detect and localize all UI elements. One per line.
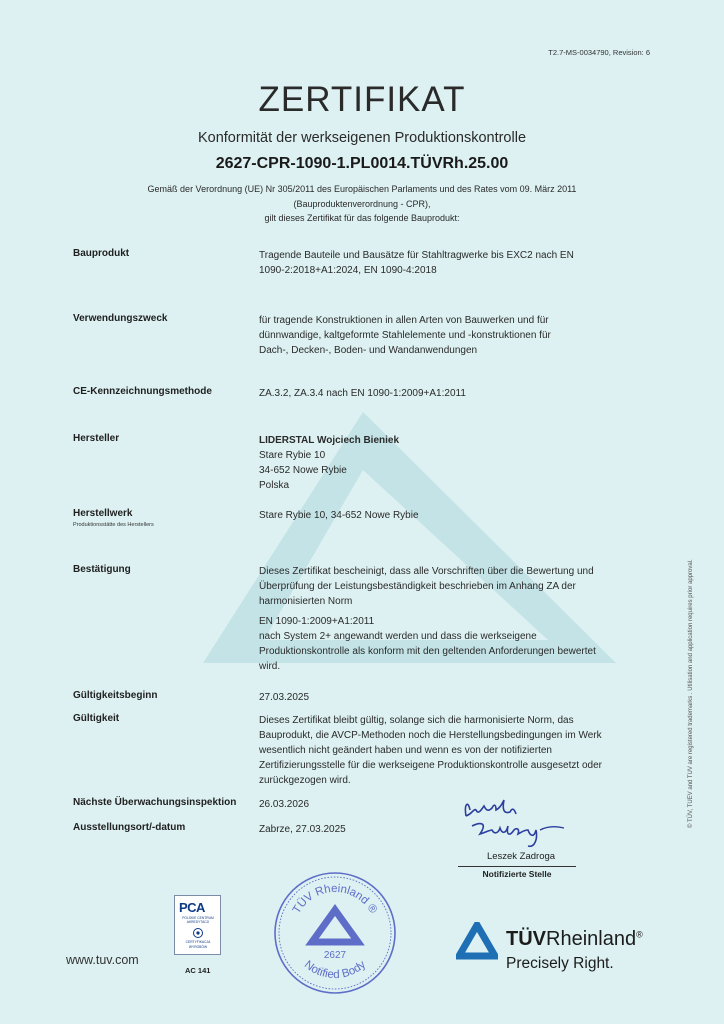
hersteller-value	[259, 433, 641, 493]
seal-top-text: TÜV Rheinland ®	[290, 882, 380, 916]
herstellwerk-value: Stare Rybie 10, 34-652 Nowe Rybie	[259, 510, 419, 521]
hersteller-label: Hersteller	[73, 433, 120, 444]
herstellwerk-label: Herstellwerk	[73, 508, 133, 519]
value-line: Zertifizierungsstelle für die werkseigene Produktionskontrolle ausgesetzt oder	[259, 760, 602, 771]
seal-bottom-text: Notified Body	[301, 958, 369, 982]
value-line: Tragende Bauteile und Bausätze für Stahltragwerke bis EXC2 nach EN	[259, 250, 574, 261]
gueltigkeit-value	[259, 713, 641, 788]
page-title: ZERTIFIKAT	[258, 80, 466, 119]
certificate-number: 2627-CPR-1090-1.PL0014.TÜVRh.25.00	[215, 155, 509, 172]
value-line: Dieses Zertifikat bescheinigt, dass alle Vorschriften über die Bewertung und	[259, 566, 594, 577]
bauprodukt-value	[259, 248, 641, 278]
brand-name-bold: TÜV	[506, 928, 546, 950]
document-reference: T2.7-MS-0034790, Revision: 6	[548, 48, 650, 57]
website-link[interactable]: www.tuv.com	[66, 953, 139, 967]
signatory-name: Leszek Zadroga	[486, 851, 556, 862]
signature-line	[458, 866, 576, 867]
intro-line: gilt dieses Zertifikat für das folgende Bauprodukt:	[264, 213, 460, 223]
brand-name	[506, 928, 643, 951]
value-line: Dieses Zertifikat bleibt gültig, solange sich die harmonisierte Norm, das	[259, 715, 574, 726]
intro-line: Gemäß der Verordnung (UE) Nr 305/2011 des Europäischen Parlaments und des Rates vom 09. März 2011	[147, 184, 577, 194]
gueltigkeitsbeginn-label: Gültigkeitsbeginn	[73, 690, 158, 701]
brand-name-regular: Rheinland	[546, 928, 637, 950]
value-line: Überprüfung der Leistungsbeständigkeit beschrieben im Anhang ZA der	[259, 581, 576, 592]
verwendungszweck-label: Verwendungszweck	[73, 313, 168, 324]
handwritten-signature	[456, 790, 576, 852]
intro-text	[0, 182, 724, 226]
manufacturer-name: LIDERSTAL Wojciech Bieniek	[259, 435, 400, 446]
ce-methode-value: ZA.3.2, ZA.3.4 nach EN 1090-1:2009+A1:2011	[259, 388, 466, 399]
value-line: Produktionskontrolle als konform mit den geltenden Anforderungen bewertet	[259, 646, 596, 657]
pca-logo-text: PCA	[179, 900, 205, 915]
value-line: Polska	[259, 480, 290, 491]
notified-body-seal	[272, 870, 398, 996]
norm-reference: EN 1090-1:2009+A1:2011	[259, 616, 375, 627]
pca-line: WYROBÓW	[188, 945, 208, 949]
ausstellungsort-label: Ausstellungsort/-datum	[73, 822, 186, 833]
seal-number: 2627	[323, 950, 347, 961]
naechste-inspektion-label: Nächste Überwachungsinspektion	[73, 797, 237, 808]
intro-line: (Bauproduktenverordnung - CPR),	[293, 198, 431, 209]
tuv-triangle-logo-icon	[456, 922, 498, 960]
value-line: 1090-2:2018+A1:2024, EN 1090-4:2018	[259, 265, 437, 276]
pca-accreditation-code: AC 141	[185, 966, 211, 975]
value-line: dünnwandige, kaltgeformte Stahlelemente und -konstruktionen für	[259, 330, 551, 341]
verwendungszweck-value	[259, 313, 641, 358]
value-line: Stare Rybie 10	[259, 450, 326, 461]
pca-line: AKREDYTACJI	[186, 920, 210, 924]
value-line: nach System 2+ angewandt werden und dass die werkseigene	[259, 631, 537, 642]
pca-line: POLSKIE CENTRUM	[182, 916, 214, 920]
ce-methode-label: CE-Kennzeichnungsmethode	[73, 386, 212, 397]
value-line: zurückgezogen wird.	[259, 775, 351, 786]
bestaetigung-label: Bestätigung	[73, 564, 131, 575]
naechste-inspektion-value: 26.03.2026	[259, 799, 310, 810]
bauprodukt-label: Bauprodukt	[73, 248, 130, 259]
value-line: wird.	[259, 661, 281, 672]
gueltigkeitsbeginn-value: 27.03.2025	[259, 692, 310, 703]
herstellwerk-sublabel: Produktionsstätte des Herstellers	[73, 522, 154, 528]
value-line: für tragende Konstruktionen in allen Arten von Bauwerken und für	[259, 315, 549, 326]
pca-emblem-icon	[191, 927, 205, 939]
brand-slogan: Precisely Right.	[506, 955, 614, 972]
brand-registered-mark: ®	[636, 929, 643, 940]
pca-line: CERTYFIKACJA	[185, 940, 211, 944]
value-line: wesentlich nicht geändert haben und wenn es von der notifizierten	[259, 745, 552, 756]
pca-accreditation-logo	[174, 895, 221, 955]
signatory-role: Notifizierte Stelle	[482, 869, 552, 879]
ausstellungsort-value: Zabrze, 27.03.2025	[259, 824, 346, 835]
value-line: harmonisierten Norm	[259, 596, 353, 607]
value-line: 34-652 Nowe Rybie	[259, 465, 347, 476]
value-line: Bauprodukt, die AVCP-Methoden noch die Herstellungsbedingungen im Werk	[259, 730, 602, 741]
value-line: Dach-, Decken-, Boden- und Wandanwendungen	[259, 345, 478, 356]
bestaetigung-value	[259, 564, 641, 674]
trademark-note: © TÜV, TUEV and TUV are registered trademarks . Utilisation and application requires prior approval.	[688, 559, 694, 828]
gueltigkeit-label: Gültigkeit	[73, 713, 120, 724]
page-subtitle: Konformität der werkseigenen Produktionskontrolle	[197, 130, 527, 146]
